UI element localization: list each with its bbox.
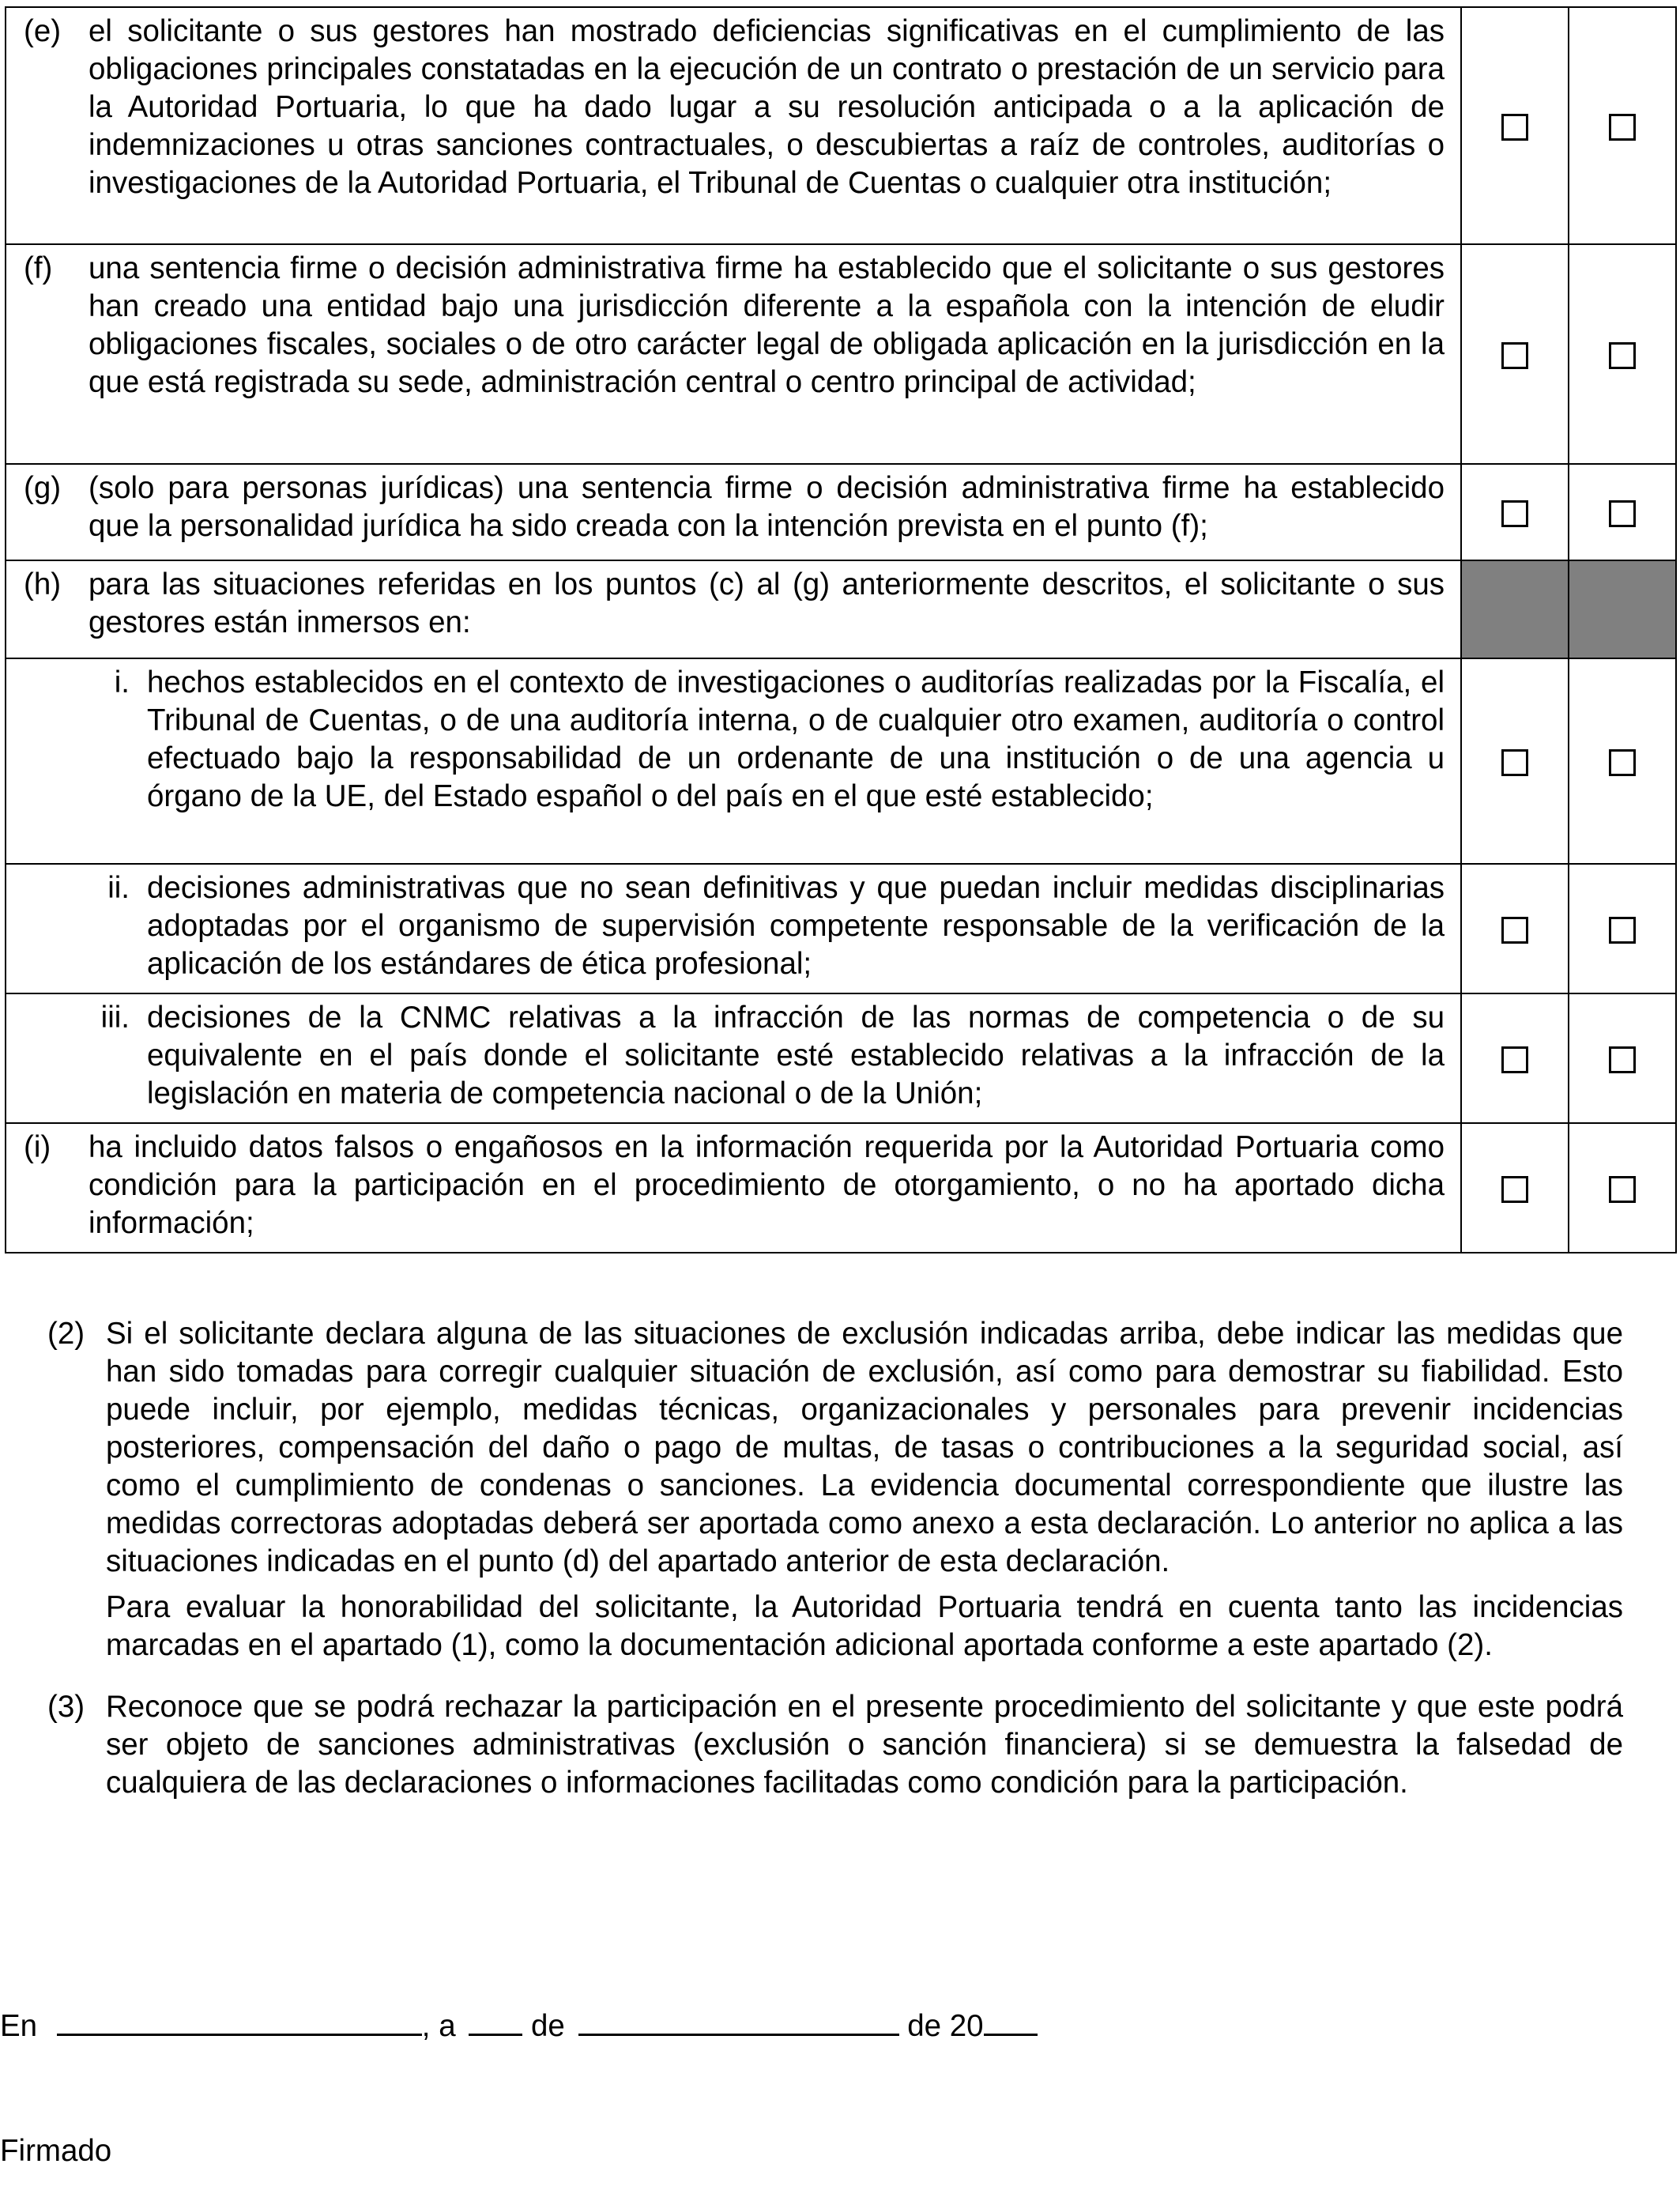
subitem-label: iii. xyxy=(100,1001,130,1035)
section-paragraph: Para evaluar la honorabilidad del solicitante, la Autoridad Portuaria tendrá en cuenta tanto las incidencias marcadas en el apartado (1), como la documentación adicional aportada conforme a este apartado (2). xyxy=(106,1590,1623,1662)
item-label: (h) xyxy=(24,567,62,601)
month-blank[interactable] xyxy=(578,2004,899,2036)
item-label: (f) xyxy=(24,251,53,285)
checkbox-no[interactable] xyxy=(1609,114,1636,141)
item-label: (g) xyxy=(24,471,62,505)
item-text: para las situaciones referidas en los puntos (c) al (g) anteriormente descritos, el solicitante o sus gestores están inmersos en: xyxy=(89,567,1445,639)
table-row xyxy=(6,864,1676,993)
subitem-cell xyxy=(6,993,1461,1123)
checkbox-yes[interactable] xyxy=(1501,1046,1528,1073)
checkbox-yes[interactable] xyxy=(1501,749,1528,776)
item-cell xyxy=(6,244,1461,464)
item-cell xyxy=(6,1123,1461,1253)
checkbox-yes[interactable] xyxy=(1501,342,1528,369)
subitem-cell xyxy=(6,658,1461,864)
day-blank[interactable] xyxy=(469,2004,522,2036)
place-label: En xyxy=(0,2009,38,2043)
checkbox-no[interactable] xyxy=(1609,1176,1636,1203)
checkbox-yes[interactable] xyxy=(1501,114,1528,141)
place-date-line xyxy=(0,2004,1038,2045)
year-blank[interactable] xyxy=(984,2004,1038,2036)
section-paragraph: Si el solicitante declara alguna de las situaciones de exclusión indicadas arriba, debe indicar las medidas que han sido tomadas para corregir cualquier situación de exclusión, así como para demostrar su fiabilidad. Esto puede incluir, por ejemplo, medidas técnicas, organizacionales y personales para prevenir incidencias posteriores, compensación del daño o pago de multas, de tasas o contribuciones a la seguridad social, así como el cumplimiento de condenas o sanciones. La evidencia documental correspondiente que ilustre las medidas correctoras adoptadas deberá ser aportada como anexo a esta declaración. Lo anterior no aplica a las situaciones indicadas en el punto (d) del apartado anterior de esta declaración. xyxy=(106,1317,1623,1578)
subitem-text: decisiones de la CNMC relativas a la infracción de las normas de competencia o de su equivalente en el país donde el solicitante esté establecido relativas a la infracción de la legislación en materia de competencia nacional o de la Unión; xyxy=(147,1001,1445,1110)
item-cell xyxy=(6,464,1461,560)
table-row xyxy=(6,244,1676,464)
subitem-text: decisiones administrativas que no sean definitivas y que puedan incluir medidas disciplinarias adoptadas por el organismo de supervisión competente responsable de la verificación de la aplicación de los estándares de ética profesional; xyxy=(147,871,1445,981)
table-row xyxy=(6,993,1676,1123)
checkbox-no[interactable] xyxy=(1609,749,1636,776)
shaded-cell xyxy=(1461,560,1569,658)
item-text: una sentencia firme o decisión administrativa firme ha establecido que el solicitante o sus gestores han creado una entidad bajo una jurisdicción diferente a la española con la intención de eludir obligaciones fiscales, sociales o de otro carácter legal de obligada aplicación en la jurisdicción en la que está registrada su sede, administración central o centro principal de actividad; xyxy=(89,251,1445,399)
item-label: (e) xyxy=(24,14,62,48)
section-number: (3) xyxy=(47,1690,85,1724)
section-paragraph: Reconoce que se podrá rechazar la participación en el presente procedimiento del solicitante y que este podrá ser objeto de sanciones administrativas (exclusión o sanción financiera) si se demuestra la falsedad de cualquiera de las declaraciones o informaciones facilitadas como condición para la participación. xyxy=(106,1690,1623,1800)
year-label: de 20 xyxy=(907,2009,984,2043)
item-cell xyxy=(6,560,1461,658)
table-row xyxy=(6,658,1676,864)
declarations-table xyxy=(5,6,1677,1253)
checkbox-yes[interactable] xyxy=(1501,500,1528,527)
item-label: (i) xyxy=(24,1130,51,1164)
signed-label: Firmado xyxy=(0,2134,112,2168)
shaded-cell xyxy=(1569,560,1676,658)
section-2 xyxy=(47,1315,1623,1664)
subitem-text: hechos establecidos en el contexto de investigaciones o auditorías realizadas por la Fiscalía, el Tribunal de Cuentas, o de una auditoría interna, o de cualquier otro examen, auditoría o control efectuado bajo la responsabilidad de un ordenante de una institución o de una agencia u órgano de la UE, del Estado español o del país en el que esté establecido; xyxy=(147,665,1445,813)
subitem-cell xyxy=(6,864,1461,993)
table-row xyxy=(6,560,1676,658)
item-text: (solo para personas jurídicas) una sentencia firme o decisión administrativa firme ha establecido que la personalidad jurídica ha sido creada con la intención prevista en el punto (f); xyxy=(89,471,1445,543)
subitem-label: i. xyxy=(114,665,130,699)
checkbox-no[interactable] xyxy=(1609,1046,1636,1073)
checkbox-yes[interactable] xyxy=(1501,1176,1528,1203)
item-text: el solicitante o sus gestores han mostrado deficiencias significativas en el cumplimiento de las obligaciones principales constatadas en la ejecución de un contrato o prestación de un servicio para la Autoridad Portuaria, lo que ha dado lugar a su resolución anticipada o a la aplicación de indemnizaciones u otras sanciones contractuales, o descubiertas a raíz de controles, auditorías o investigaciones de la Autoridad Portuaria, el Tribunal de Cuentas o cualquier otra institución; xyxy=(89,14,1445,200)
checkbox-no[interactable] xyxy=(1609,342,1636,369)
checkbox-no[interactable] xyxy=(1609,917,1636,944)
item-cell xyxy=(6,7,1461,244)
item-text: ha incluido datos falsos o engañosos en la información requerida por la Autoridad Portuaria como condición para la participación en el procedimiento de otorgamiento, o no ha aportado dicha información; xyxy=(89,1130,1445,1240)
subitem-label: ii. xyxy=(107,871,130,905)
table-row xyxy=(6,464,1676,560)
section-number: (2) xyxy=(47,1317,85,1351)
day-label: , a xyxy=(421,2009,456,2043)
table-row xyxy=(6,7,1676,244)
month-label: de xyxy=(531,2009,565,2043)
checkbox-yes[interactable] xyxy=(1501,917,1528,944)
place-blank[interactable] xyxy=(57,2004,422,2036)
checkbox-no[interactable] xyxy=(1609,500,1636,527)
table-row xyxy=(6,1123,1676,1253)
section-3 xyxy=(47,1688,1623,1802)
